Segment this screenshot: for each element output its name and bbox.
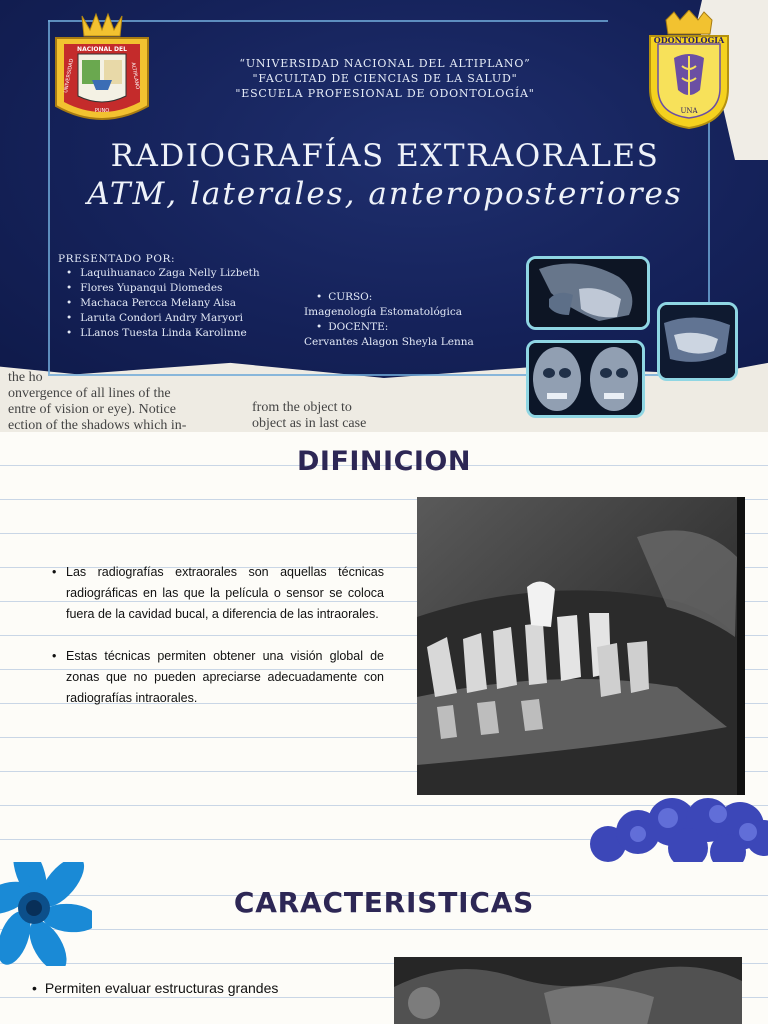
characteristics-slide — [0, 862, 768, 1024]
logo-text-bottom: PUNO — [94, 108, 110, 114]
faculty-name: "FACULTAD DE CIENCIAS DE LA SALUD" — [252, 72, 518, 85]
una-logo-text: UNA — [680, 107, 698, 115]
logo-text-left: UNIVERSIDAD — [63, 58, 75, 94]
school-name: "ESCUELA PROFESIONAL DE ODONTOLOGÍA" — [235, 87, 535, 100]
frontal-skull-xray-image — [526, 340, 645, 418]
list-item: • Flores Yupanqui Diomedes — [66, 281, 260, 296]
authors-list — [66, 266, 260, 341]
course-value: Imagenología Estomatológica — [304, 306, 462, 318]
university-name: “UNIVERSIDAD NACIONAL DEL ALTIPLANO” — [239, 57, 531, 70]
purple-flower-decoration — [568, 792, 768, 862]
old-print-right: from the object to object as in last case — [252, 400, 367, 431]
definition-slide — [0, 432, 768, 862]
course-info — [304, 290, 494, 350]
logo-text-top: NACIONAL DEL — [77, 46, 127, 53]
list-item: • Machaca Percca Melany Aisa — [66, 296, 260, 311]
lateral-skull-xray-image — [526, 256, 650, 330]
list-item: • Las radiografías extraorales son aquellas técnicas radiográficas en las que la película o sensor se coloca fuera de la cavidad bucal, a diferencia de las intraorales. — [52, 562, 384, 625]
list-item: • LLanos Tuesta Linda Karolinne — [66, 326, 260, 341]
mandible-xray-image — [657, 302, 738, 381]
teacher-label: • DOCENTE: — [304, 320, 494, 335]
presentation-title: RADIOGRAFÍAS EXTRAORALES — [110, 138, 660, 174]
list-item: • Laquihuanaco Zaga Nelly Lizbeth — [66, 266, 260, 281]
course-label: • CURSO: — [304, 290, 494, 305]
presented-by-label: PRESENTADO POR: — [58, 253, 176, 265]
definition-title: DIFINICION — [296, 446, 471, 477]
odontology-logo-text: ODONTOLOGIA — [653, 35, 725, 45]
university-logo — [52, 10, 152, 130]
skull-xray-image — [394, 957, 742, 1024]
teacher-value: Cervantes Alagon Sheyla Lenna — [304, 336, 474, 348]
cover-slide — [0, 0, 768, 432]
panoramic-xray-image — [417, 497, 745, 795]
logo-text-right: ALTIPLANO — [129, 61, 141, 90]
characteristics-title: CARACTERISTICAS — [233, 886, 535, 919]
list-item: • Laruta Condori Andry Maryori — [66, 311, 260, 326]
institution-header — [200, 56, 570, 101]
old-print-left: the ho onvergence of all lines of the entre of vision or eye). Notice ection of the shadows which in- — [8, 370, 187, 432]
list-item: • Estas técnicas permiten obtener una visión global de zonas que no pueden apreciarse adecuadamente con radiografías intraorales. — [52, 646, 384, 709]
definition-bullets — [52, 562, 384, 730]
presentation-subtitle: ATM, laterales, anteroposteriores — [87, 176, 683, 212]
characteristics-bullet: • Permiten evaluar estructuras grandes — [32, 980, 278, 996]
odontology-logo — [644, 10, 734, 130]
